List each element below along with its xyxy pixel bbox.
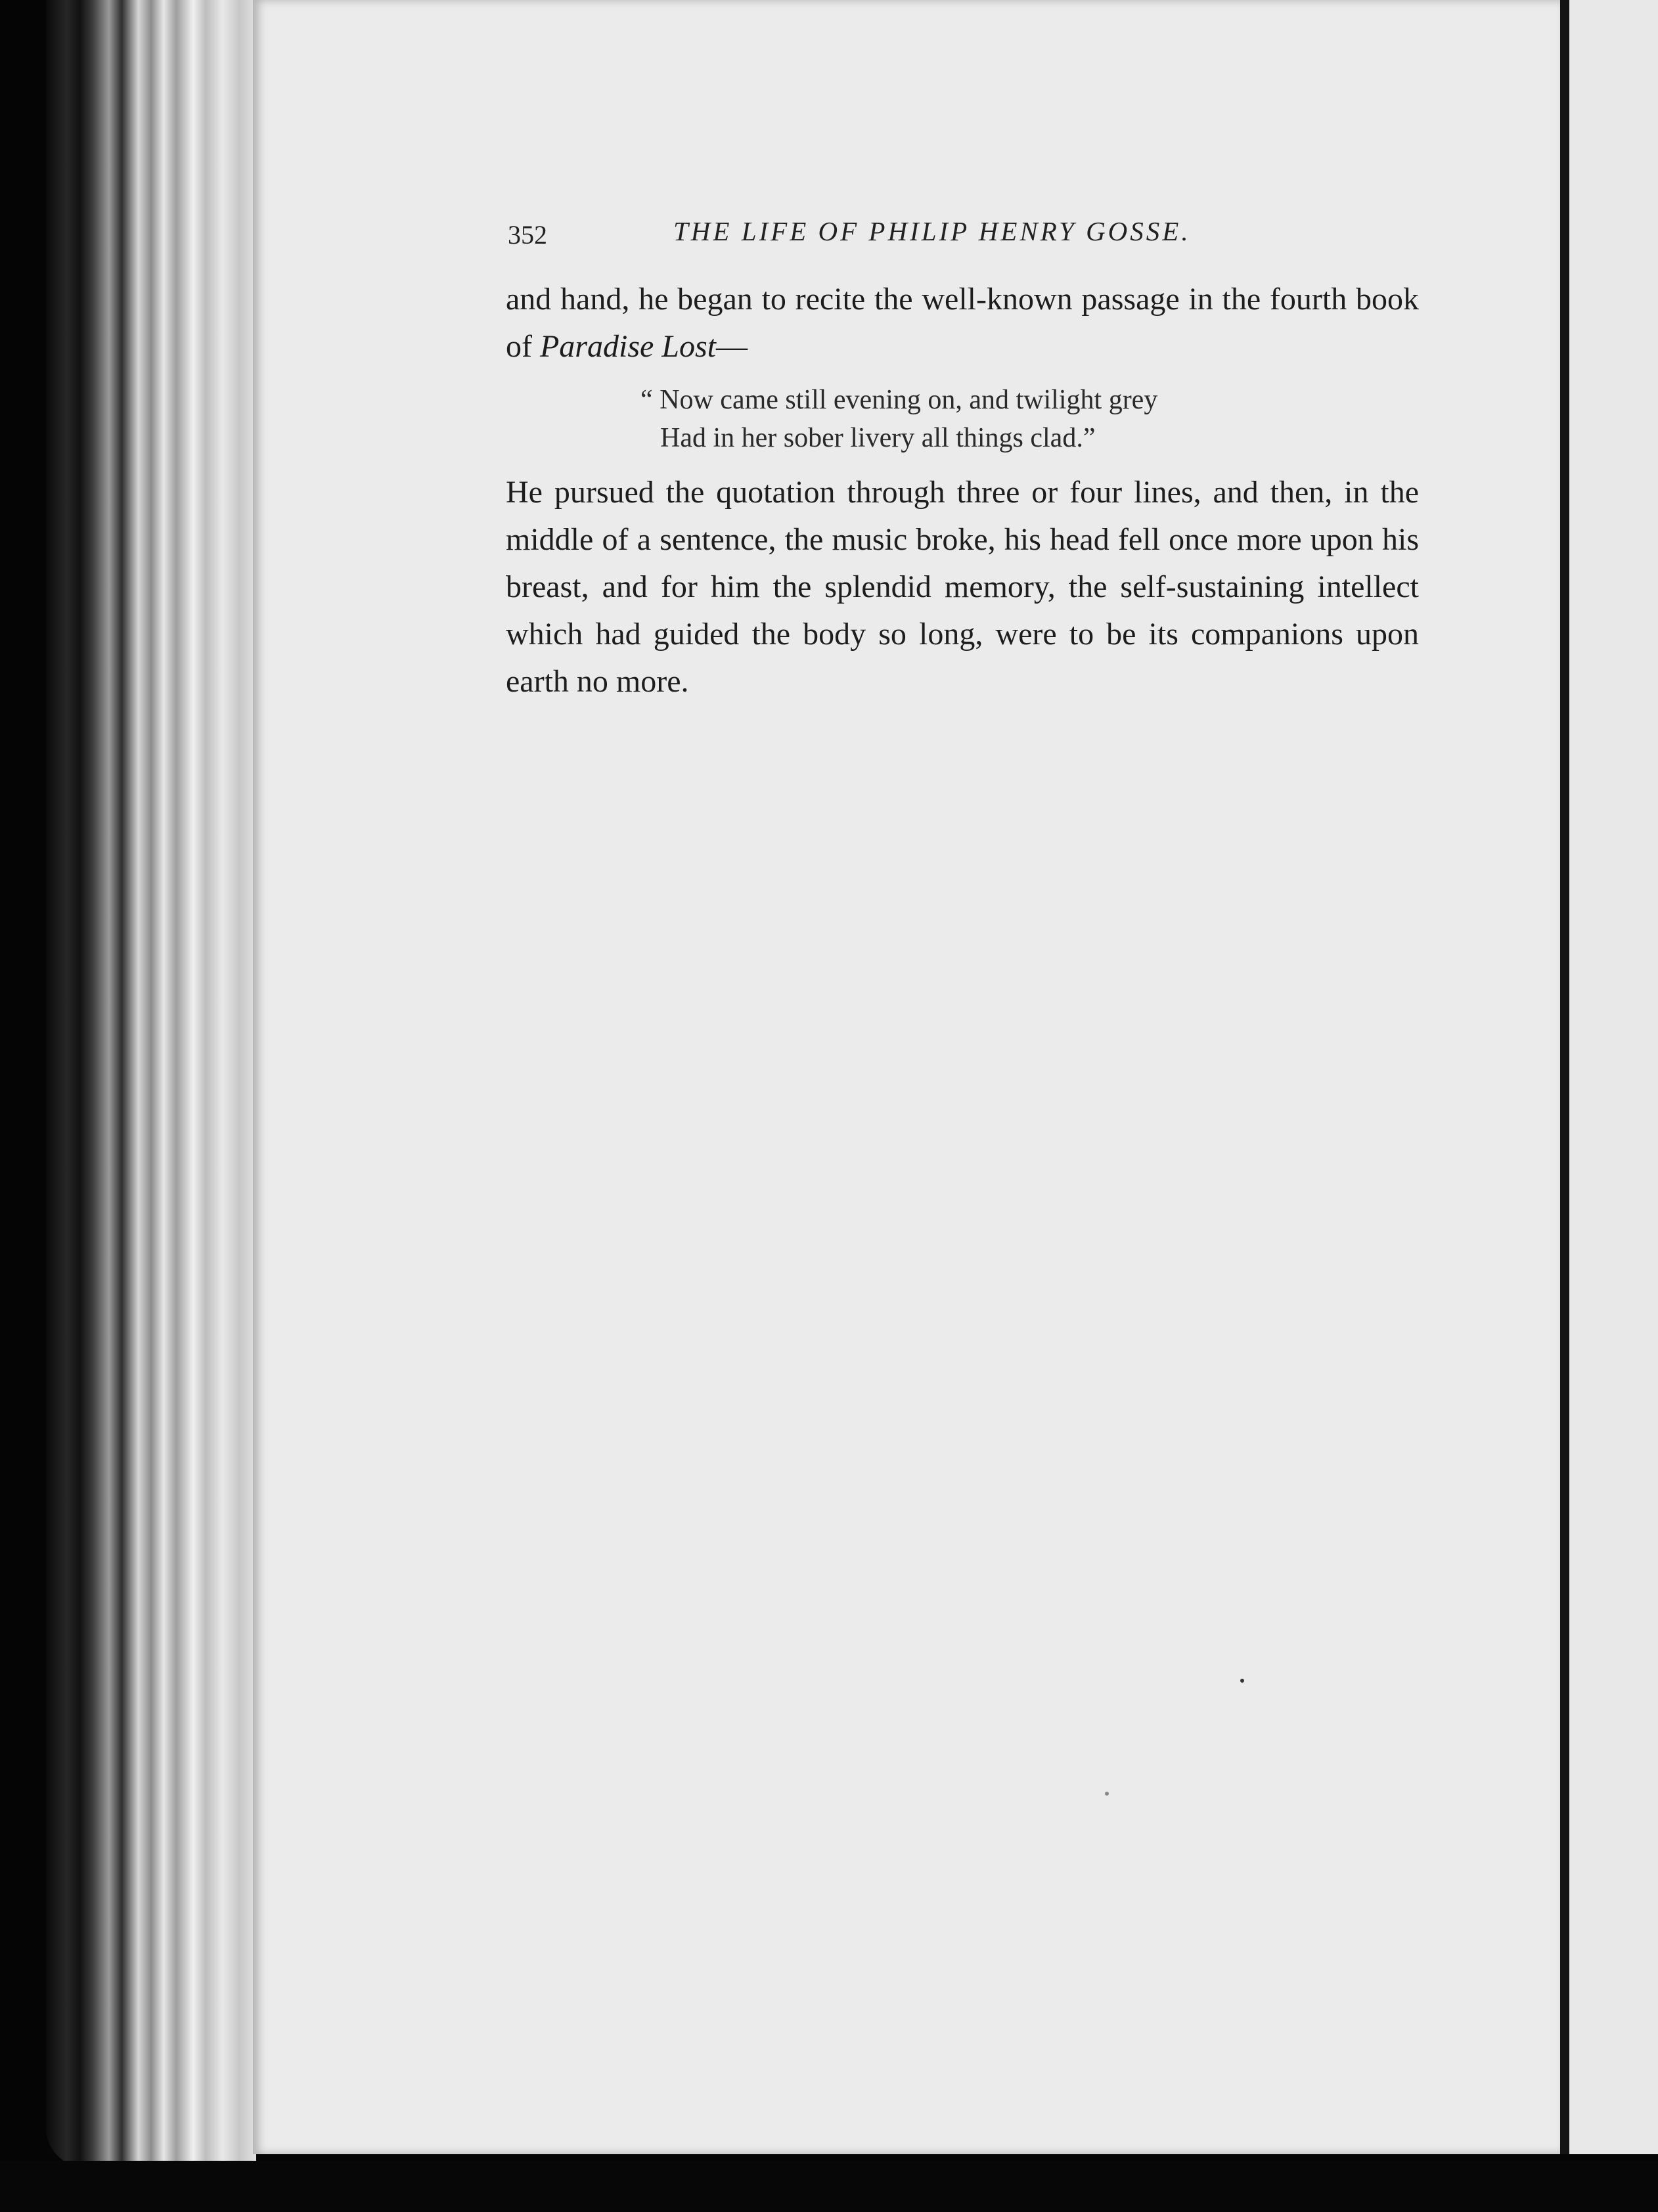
verse-line-2: Had in her sober livery all things clad.” — [660, 423, 1096, 453]
paragraph-1-text: and hand, he began to recite the well-known passage in the fourth book of — [506, 282, 1419, 364]
right-page-sliver — [1569, 0, 1658, 2154]
page-edges — [46, 0, 256, 2167]
page-number: 352 — [508, 220, 547, 250]
running-head: THE LIFE OF PHILIP HENRY GOSSE. — [673, 216, 1191, 246]
page-header — [253, 215, 1560, 255]
gutter-line — [1560, 0, 1569, 2154]
paragraph-1-dash: — — [716, 329, 748, 364]
bottom-shadow — [0, 2161, 1658, 2212]
paragraph-2: He pursued the quotation through three or four lines, and then, in the middle of a sentence, the music broke, his head fell once more upon his breast, and for him the splendid memory, the self-sustaining intellect which had guided the body so long, were to be its companions upon earth no more. — [506, 475, 1419, 699]
ink-speck — [1240, 1679, 1244, 1683]
book-title-italic: Paradise Lost — [539, 329, 717, 364]
ink-speck — [1105, 1792, 1109, 1796]
body-text — [506, 276, 1419, 705]
verse-line-1: “ Now came still evening on, and twilight grey — [640, 385, 1158, 415]
paragraph-1 — [506, 276, 1419, 370]
verse-quotation — [640, 381, 1419, 457]
